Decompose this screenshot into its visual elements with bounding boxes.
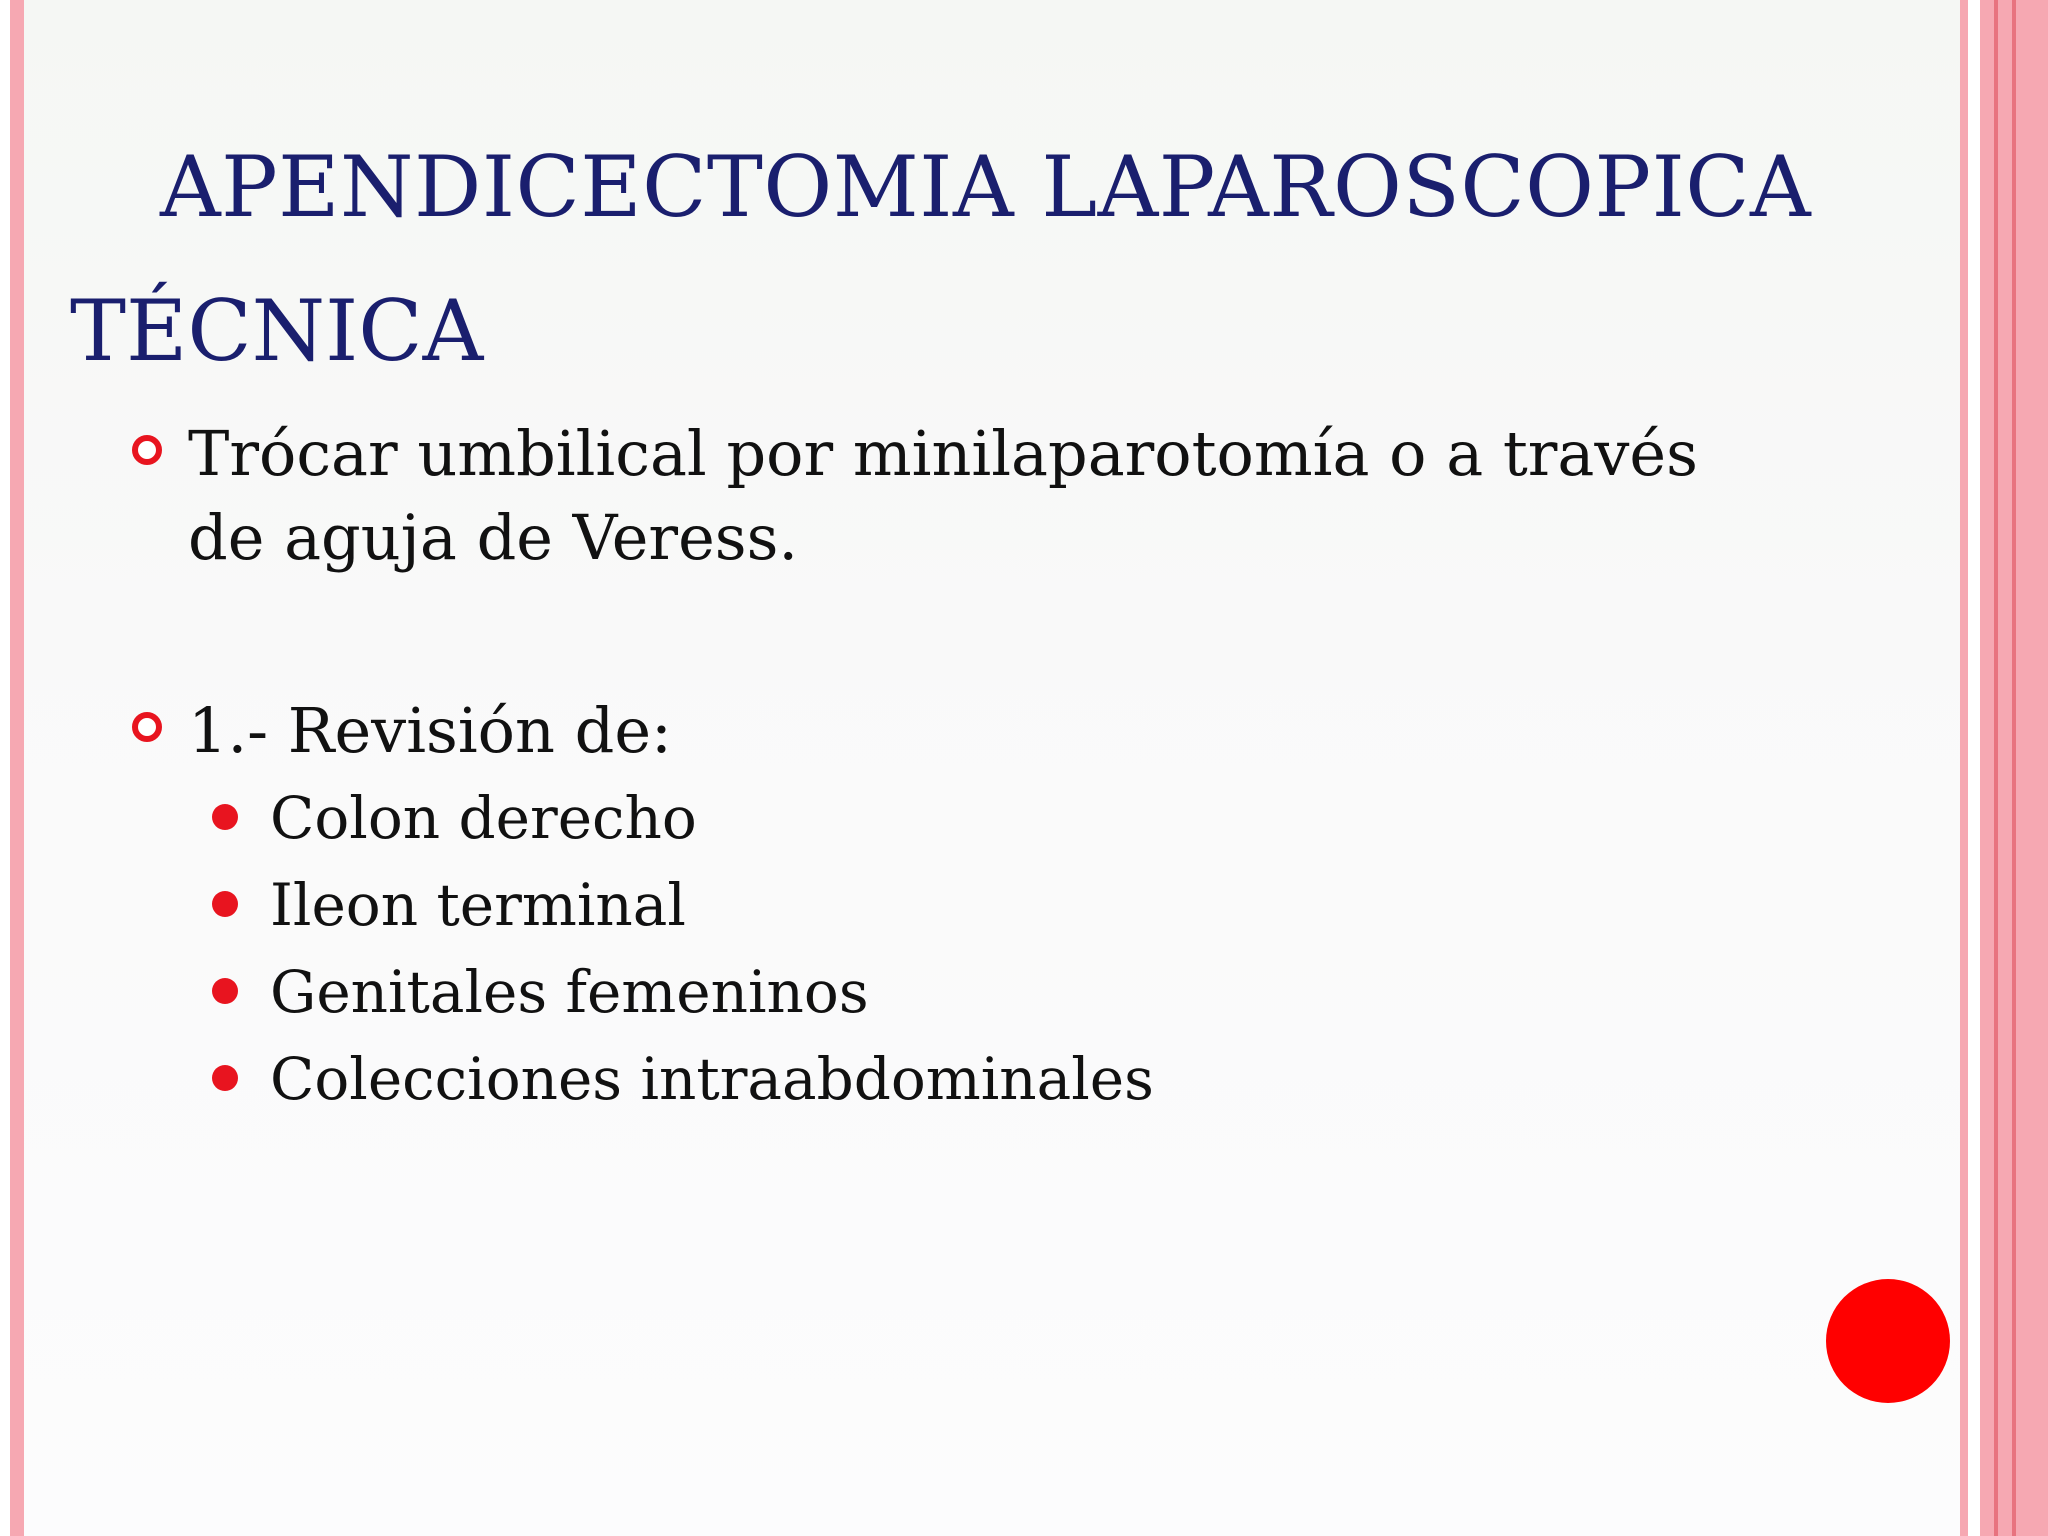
right-border-stripe xyxy=(2016,0,2048,1536)
dot-bullet-icon xyxy=(212,804,238,830)
left-border-stripe xyxy=(10,0,24,1536)
dot-bullet-icon xyxy=(212,891,238,917)
decorative-dot xyxy=(1826,1279,1950,1403)
right-border-stripe xyxy=(1960,0,1968,1536)
right-border-stripe xyxy=(1998,0,2012,1536)
slide-subtitle: TÉCNICA xyxy=(70,282,484,380)
dot-bullet-icon xyxy=(212,978,238,1004)
sub-list-item: Colon derecho xyxy=(270,784,697,852)
sub-list-item: Ileon terminal xyxy=(270,871,686,939)
bullet-item: Trócar umbilical por minilaparotomía o a través de aguja de Veress. xyxy=(188,417,1698,574)
sub-list-item: Genitales femeninos xyxy=(270,958,869,1026)
bullet-item: 1.- Revisión de: xyxy=(188,694,672,767)
slide-title: APENDICECTOMIA LAPAROSCOPICA xyxy=(160,138,1812,236)
ring-bullet-icon xyxy=(132,712,162,742)
sub-list-item: Colecciones intraabdominales xyxy=(270,1045,1154,1113)
dot-bullet-icon xyxy=(212,1065,238,1091)
ring-bullet-icon xyxy=(132,435,162,465)
right-border-stripe xyxy=(1980,0,1994,1536)
